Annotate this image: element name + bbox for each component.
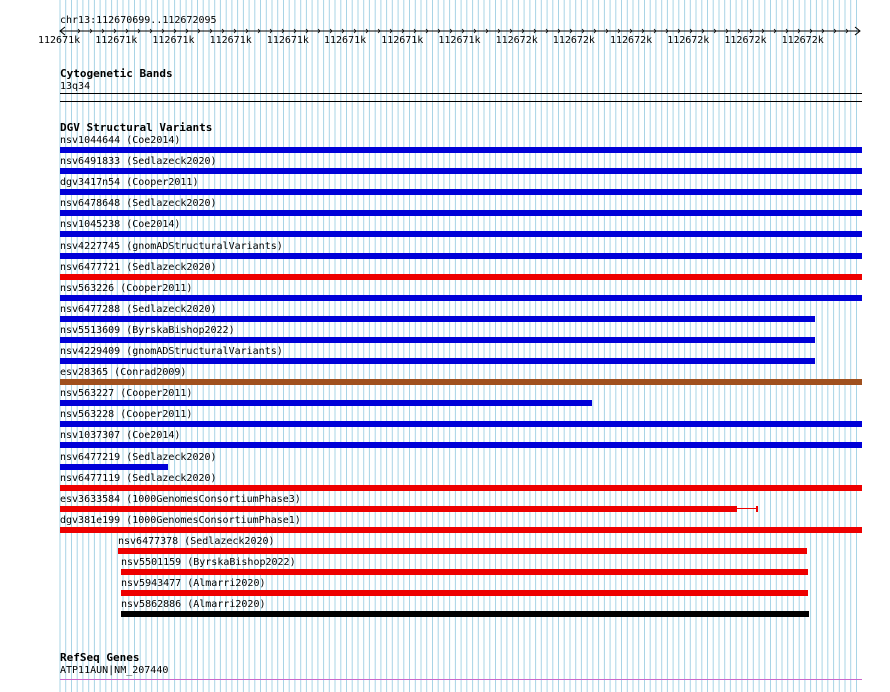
variant-bar[interactable]	[60, 231, 862, 237]
variant-bar[interactable]	[60, 442, 862, 448]
variant-bar[interactable]	[118, 548, 807, 554]
ruler-tick-label: 112671k	[381, 35, 424, 46]
variant-label[interactable]: dgv381e199 (1000GenomesConsortiumPhase1)	[60, 514, 301, 526]
refseq-gene-label[interactable]: ATP11AUN|NM_207440	[60, 665, 169, 676]
dgv-track-title[interactable]: DGV Structural Variants	[60, 121, 213, 134]
variant-bar[interactable]	[121, 590, 808, 596]
variant-label[interactable]: nsv1044644 (Coe2014)	[60, 135, 181, 146]
variant-bar[interactable]	[60, 527, 862, 533]
variant-label[interactable]: nsv6478648 (Sedlazeck2020)	[60, 198, 217, 210]
ruler-tick-label: 112672k	[667, 35, 710, 46]
variant-bar[interactable]	[60, 147, 862, 153]
variant-label[interactable]: nsv6477219 (Sedlazeck2020)	[60, 451, 217, 463]
variant-label[interactable]: nsv6477378 (Sedlazeck2020)	[118, 535, 275, 547]
variant-bar[interactable]	[60, 189, 862, 195]
variant-extension-cap	[756, 506, 758, 512]
variant-label[interactable]: nsv5513609 (ByrskaBishop2022)	[60, 324, 235, 336]
variant-label[interactable]: nsv6477119 (Sedlazeck2020)	[60, 472, 217, 484]
ruler-tick-label: 112672k	[552, 35, 595, 46]
variant-bar[interactable]	[121, 611, 809, 617]
variant-label[interactable]: nsv563227 (Cooper2011)	[60, 388, 193, 400]
variant-label[interactable]: nsv5501159 (ByrskaBishop2022)	[121, 557, 296, 568]
variant-label[interactable]: nsv1045238 (Coe2014)	[60, 219, 181, 231]
ruler-tick-label: 112672k	[724, 35, 767, 46]
variant-label[interactable]: nsv563228 (Cooper2011)	[60, 409, 193, 421]
ruler-tick-label: 112671k	[324, 35, 367, 46]
variant-label[interactable]: nsv1037307 (Coe2014)	[60, 430, 181, 442]
variant-bar[interactable]	[60, 316, 815, 322]
ruler-tick-label: 112671k	[438, 35, 481, 46]
track-separator	[60, 101, 862, 102]
variant-label[interactable]: esv28365 (Conrad2009)	[60, 367, 187, 379]
variant-label[interactable]: nsv6477721 (Sedlazeck2020)	[60, 261, 217, 273]
variant-bar[interactable]	[60, 274, 862, 280]
ruler-tick-label: 112671k	[152, 35, 195, 46]
variant-label[interactable]: nsv6491833 (Sedlazeck2020)	[60, 156, 217, 168]
ruler-tick-label: 112671k	[95, 35, 138, 46]
variant-bar[interactable]	[60, 358, 815, 364]
variant-bar[interactable]	[60, 295, 862, 301]
variant-bar[interactable]	[60, 253, 862, 259]
cytoband-label: 13q34	[60, 81, 91, 92]
refseq-track-title[interactable]: RefSeq Genes	[60, 651, 140, 664]
variant-label[interactable]: esv3633584 (1000GenomesConsortiumPhase3)	[60, 493, 301, 505]
variant-bar[interactable]	[60, 379, 862, 385]
variant-label[interactable]: dgv3417n54 (Cooper2011)	[60, 177, 199, 189]
variant-bar[interactable]	[60, 506, 737, 512]
ruler-tick-label: 112671k	[266, 35, 309, 46]
ruler-tick-label: 112672k	[781, 35, 824, 46]
variant-label[interactable]: nsv5943477 (Almarri2020)	[121, 578, 266, 590]
ruler-tick-label: 112672k	[610, 35, 653, 46]
variant-bar[interactable]	[60, 485, 862, 491]
ruler-position: chr13:112670699..112672095	[60, 15, 217, 26]
variant-label[interactable]: nsv5862886 (Almarri2020)	[121, 599, 266, 611]
variant-label[interactable]: nsv4229409 (gnomADStructuralVariants)	[60, 346, 283, 357]
ruler-tick-label: 112671k	[209, 35, 252, 46]
ruler-tick-label: 112671k	[38, 35, 81, 46]
refseq-gene-line[interactable]	[60, 679, 862, 680]
variant-label[interactable]: nsv4227745 (gnomADStructuralVariants)	[60, 240, 283, 252]
variant-bar[interactable]	[60, 337, 815, 343]
variant-bar[interactable]	[60, 210, 862, 216]
variant-label[interactable]: nsv563226 (Cooper2011)	[60, 282, 193, 294]
variant-bar[interactable]	[60, 168, 862, 174]
variant-bar[interactable]	[60, 400, 592, 406]
ruler-tick-label: 112672k	[495, 35, 538, 46]
cytoband-line[interactable]	[60, 93, 862, 94]
variant-bar[interactable]	[60, 421, 862, 427]
variant-bar[interactable]	[121, 569, 808, 575]
cytoband-track-title[interactable]: Cytogenetic Bands	[60, 67, 173, 80]
variant-label[interactable]: nsv6477288 (Sedlazeck2020)	[60, 303, 217, 315]
variant-extension-line	[737, 508, 757, 509]
variant-bar[interactable]	[60, 464, 168, 470]
